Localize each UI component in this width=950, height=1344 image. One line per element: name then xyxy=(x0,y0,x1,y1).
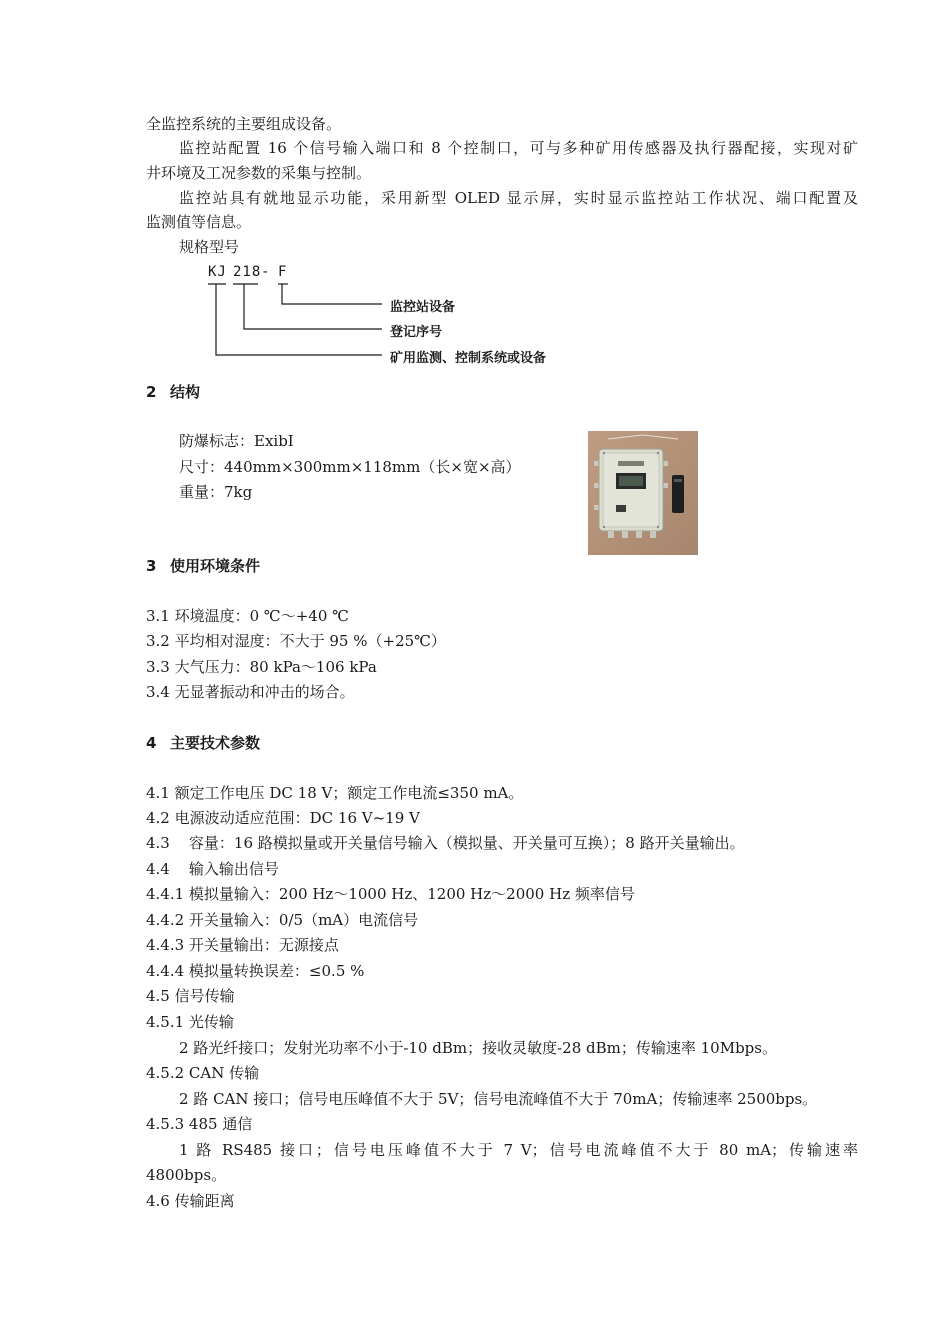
env-item: 3.3 大气压力：80 kPa～106 kPa xyxy=(146,658,377,676)
intro-line: 监控站配置 16 个信号输入端口和 8 个控制口，可与多种矿用传感器及执行器配接，实现对矿 xyxy=(179,139,858,157)
spec-model-heading: 规格型号 xyxy=(179,238,240,256)
model-code-f: F xyxy=(278,264,288,280)
rs485-detail: 1 路 RS485 接口；信号电压峰值不大于 7 V；信号电流峰值不大于 80 mA；传输速率 xyxy=(179,1141,858,1159)
param-item: 4.2 电源波动适应范围：DC 16 V~19 V xyxy=(146,809,420,827)
intro-line: 全监控系统的主要组成设备。 xyxy=(146,115,342,133)
model-code-diagram xyxy=(200,262,580,372)
section-title: 使用环境条件 xyxy=(170,557,261,575)
param-item: 4.4 输入输出信号 xyxy=(146,860,279,878)
can-heading: 4.5.2 CAN 传输 xyxy=(146,1064,260,1082)
section-heading-2 xyxy=(146,382,200,402)
section-title: 主要技术参数 xyxy=(170,734,261,752)
env-item: 3.1 环境温度：0 ℃～+40 ℃ xyxy=(146,607,349,625)
param-item: 4.3 容量：16 路模拟量或开关量信号输入（模拟量、开关量可互换）；8 路开关量输出。 xyxy=(146,834,745,852)
intro-line: 监控站具有就地显示功能，采用新型 OLED 显示屏，实时显示监控站工作状况、端口配置及 xyxy=(179,189,858,207)
device-photo xyxy=(588,431,698,555)
param-item: 4.5.1 光传输 xyxy=(146,1013,234,1031)
param-item: 4.4.1 模拟量输入：200 Hz～1000 Hz、1200 Hz～2000 Hz 频率信号 xyxy=(146,885,635,903)
section-title: 结构 xyxy=(170,383,201,401)
env-item: 3.4 无显著振动和冲击的场合。 xyxy=(146,683,355,701)
label-monitor-station: 监控站设备 xyxy=(390,300,456,315)
section-number: 2 xyxy=(146,383,157,401)
optical-detail: 2 路光纤接口；发射光功率不小于-10 dBm；接收灵敏度-28 dBm；传输速率 10Mbps。 xyxy=(179,1039,777,1057)
dimensions: 尺寸：440mm×300mm×118mm（长×宽×高） xyxy=(179,458,521,476)
section-heading-4 xyxy=(146,733,260,753)
distance-heading: 4.6 传输距离 xyxy=(146,1192,235,1210)
param-item: 4.4.3 开关量输出：无源接点 xyxy=(146,936,339,954)
label-system-or-device: 矿用监测、控制系统或设备 xyxy=(390,351,547,366)
model-code-218: 218 xyxy=(233,264,262,280)
section-number: 4 xyxy=(146,734,157,752)
model-code-dash: - xyxy=(261,264,271,280)
param-item: 4.1 额定工作电压 DC 18 V；额定工作电流≤350 mA。 xyxy=(146,784,524,802)
can-detail: 2 路 CAN 接口；信号电压峰值不大于 5V；信号电流峰值不大于 70mA；传输速率 2500bps。 xyxy=(179,1090,818,1108)
explosion-mark: 防爆标志：ExibⅠ xyxy=(179,432,294,450)
intro-line: 监测值等信息。 xyxy=(146,213,252,231)
section-heading-3 xyxy=(146,556,260,576)
param-item: 4.4.4 模拟量转换误差：≤0.5 % xyxy=(146,962,365,980)
env-item: 3.2 平均相对湿度：不大于 95 %（+25℃） xyxy=(146,632,446,650)
param-item: 4.4.2 开关量输入：0/5（mA）电流信号 xyxy=(146,911,419,929)
model-code-kj: KJ xyxy=(208,264,227,280)
rs485-heading: 4.5.3 485 通信 xyxy=(146,1115,253,1133)
param-item: 4.5 信号传输 xyxy=(146,987,235,1005)
rs485-detail: 4800bps。 xyxy=(146,1166,227,1184)
weight: 重量：7kg xyxy=(179,483,253,501)
label-registration-no: 登记序号 xyxy=(390,325,443,340)
intro-line: 井环境及工况参数的采集与控制。 xyxy=(146,164,372,182)
section-number: 3 xyxy=(146,557,157,575)
